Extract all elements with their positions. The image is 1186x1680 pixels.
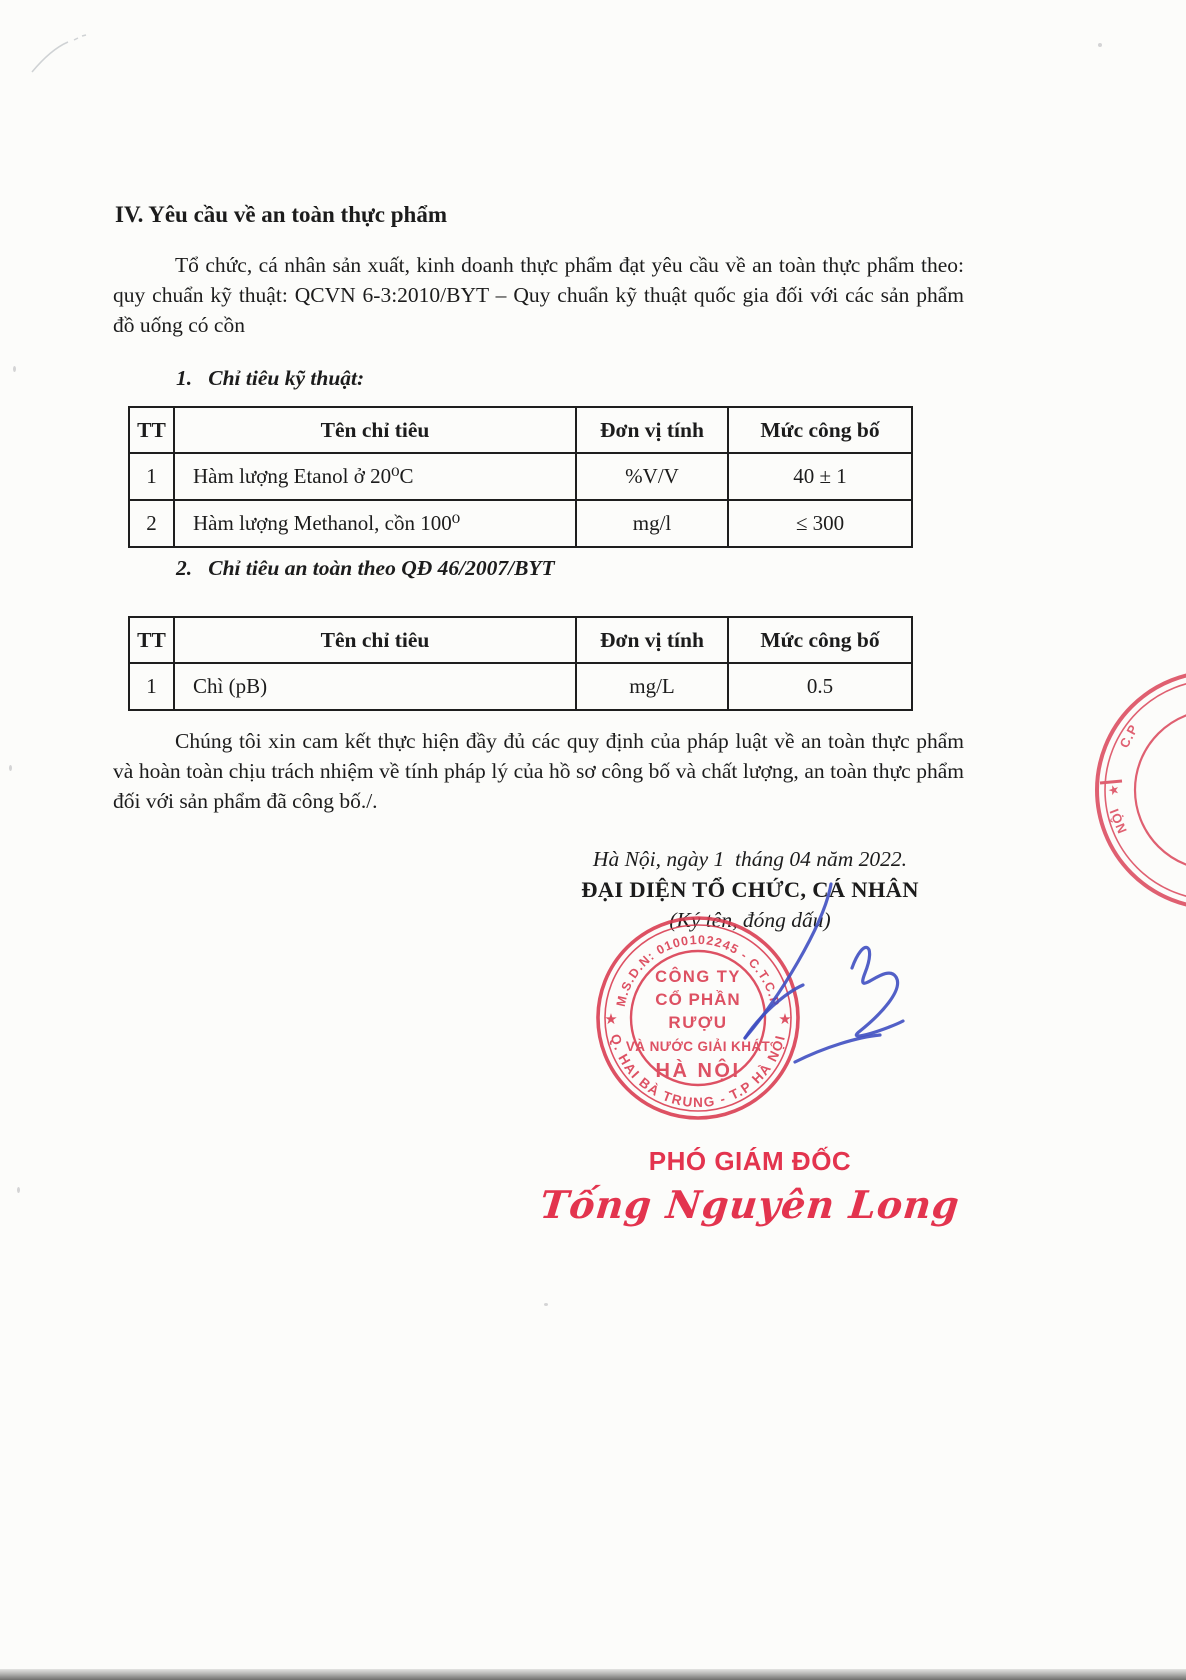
signer-name: Tống Nguyên Long	[537, 1182, 963, 1227]
stamp-company-line: CỔ PHẦN	[655, 990, 741, 1009]
cell-tt: 2	[129, 500, 174, 547]
subsection-2-title: 2. Chỉ tiêu an toàn theo QĐ 46/2007/BYT	[176, 556, 555, 580]
scan-speck	[544, 1303, 548, 1306]
subsection-1-title: 1. Chỉ tiêu kỹ thuật:	[176, 366, 365, 390]
scan-speck	[13, 366, 16, 372]
col-header-unit: Đơn vị tính	[576, 617, 728, 663]
cell-level: 0.5	[728, 663, 912, 710]
col-header-tt: TT	[129, 407, 174, 453]
handwritten-signature	[700, 865, 930, 1125]
col-header-criterion: Tên chỉ tiêu	[174, 617, 576, 663]
cell-criterion: Hàm lượng Etanol ở 20⁰C	[174, 453, 576, 500]
scan-speck	[1098, 43, 1102, 47]
stamp-top-arc-text: M.S.D.N: 0100102245 - C.T.C.P	[613, 932, 783, 1008]
cell-unit: mg/l	[576, 500, 728, 547]
table-header-row	[129, 407, 912, 453]
stamp-city-line: HÀ NỘI	[655, 1060, 741, 1082]
edge-stamp-fragment: C.P	[1116, 721, 1142, 751]
stamp-company-line: VÀ NƯỚC GIẢI KHÁT	[625, 1039, 771, 1054]
table-row	[129, 453, 912, 500]
scan-smudge-mark	[24, 30, 94, 80]
stamp-star-right-icon: ★	[778, 1011, 792, 1028]
scanner-edge-band	[0, 1669, 1186, 1680]
partial-edge-stamp	[1060, 640, 1186, 940]
edge-stamp-fragment: NỘI	[1106, 805, 1130, 836]
table-header-row	[129, 617, 912, 663]
technical-criteria-table	[128, 406, 913, 548]
cell-unit: %V/V	[576, 453, 728, 500]
edge-stamp-star-icon: ★	[1106, 783, 1121, 796]
safety-criteria-table	[128, 616, 913, 711]
commitment-paragraph: Chúng tôi xin cam kết thực hiện đầy đủ các quy định của pháp luật về an toàn thực phẩm và hoàn toàn chịu trách nhiệm về tính pháp lý của hồ sơ công bố và chất lượng, an toàn thực phẩm đối với sản phẩm đã công bố./.	[113, 729, 964, 813]
deputy-director-title: PHÓ GIÁM ĐỐC	[648, 1146, 852, 1176]
scan-speck	[9, 765, 12, 771]
cell-tt: 1	[129, 453, 174, 500]
scan-speck	[17, 1187, 20, 1193]
representative-title: ĐẠI DIỆN TỔ CHỨC, CÁ NHÂN	[581, 877, 919, 902]
col-header-declared-level: Mức công bố	[728, 407, 912, 453]
table-row	[129, 663, 912, 710]
stamp-company-line: RƯỢU	[668, 1013, 728, 1032]
stamp-company-line: CÔNG TY	[655, 968, 741, 986]
intro-paragraph: Tổ chức, cá nhân sản xuất, kinh doanh thực phẩm đạt yêu cầu về an toàn thực phẩm theo: quy chuẩn kỹ thuật: QCVN 6-3:2010/BYT – Quy chuẩn kỹ thuật quốc gia đối với các sản phẩm đồ uống có cồn	[113, 253, 964, 337]
stamp-bottom-arc-text: Q. HAI BÀ TRUNG - T.P HÀ NỘI	[607, 1032, 789, 1111]
table-row	[129, 500, 912, 547]
stamp-star-left-icon: ★	[604, 1011, 618, 1028]
cell-level: ≤ 300	[728, 500, 912, 547]
col-header-unit: Đơn vị tính	[576, 407, 728, 453]
col-header-criterion: Tên chỉ tiêu	[174, 407, 576, 453]
date-line: Hà Nội, ngày 1 tháng 04 năm 2022.	[592, 847, 908, 871]
cell-criterion: Hàm lượng Methanol, cồn 100⁰	[174, 500, 576, 547]
cell-level: 40 ± 1	[728, 453, 912, 500]
sign-instruction: (Ký tên, đóng dấu)	[669, 908, 831, 932]
cell-criterion: Chì (pB)	[174, 663, 576, 710]
col-header-declared-level: Mức công bố	[728, 617, 912, 663]
page-title: IV. Yêu cầu về an toàn thực phẩm	[115, 202, 448, 227]
cell-tt: 1	[129, 663, 174, 710]
col-header-tt: TT	[129, 617, 174, 663]
cell-unit: mg/L	[576, 663, 728, 710]
